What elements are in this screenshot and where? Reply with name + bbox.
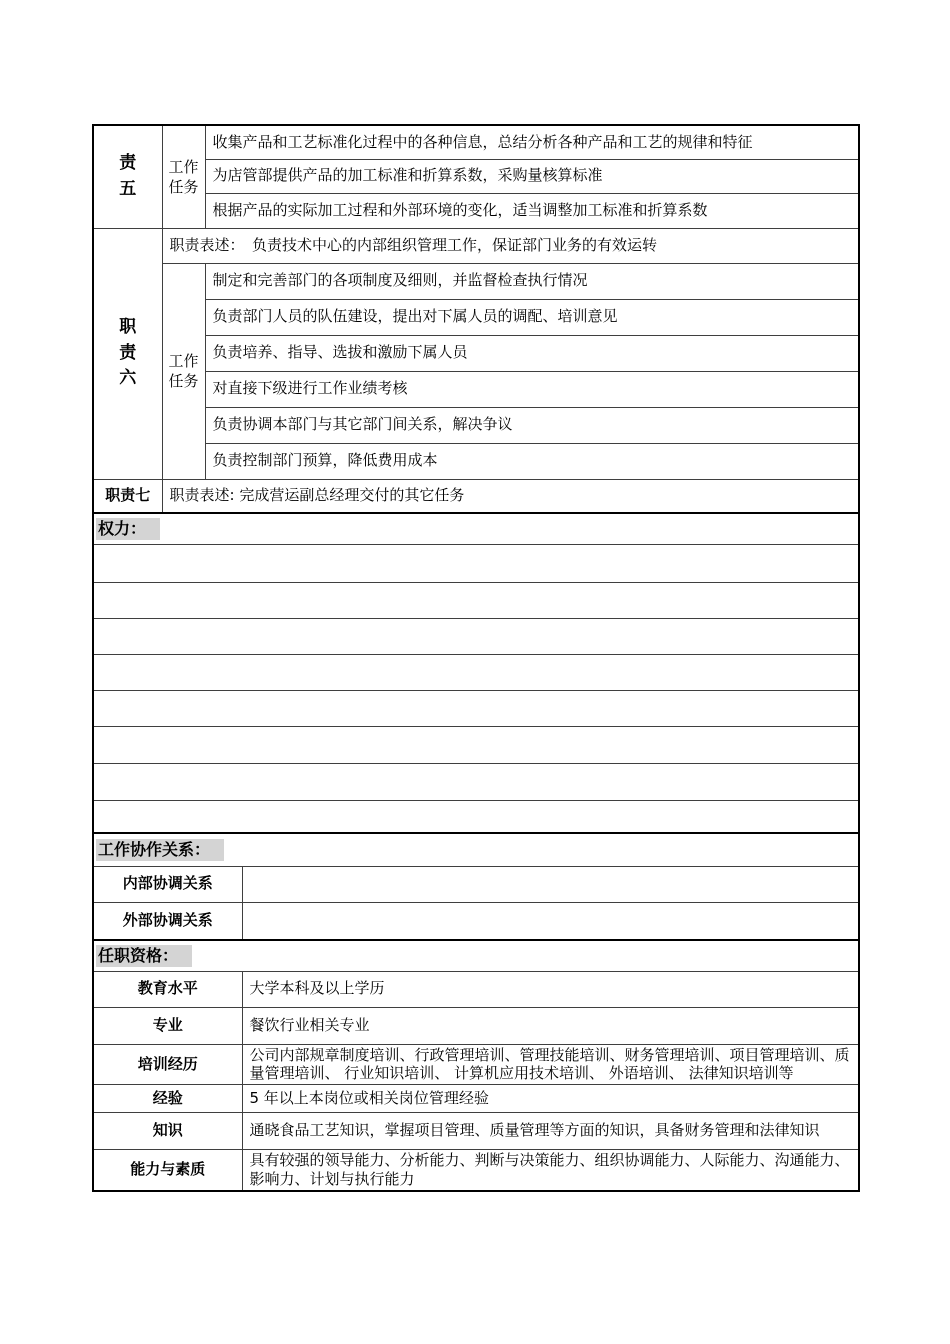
power-empty-cell: [93, 544, 859, 582]
qualification-header-row: [93, 940, 859, 971]
ability-label: 能力与素质: [93, 1150, 242, 1191]
duty6-task-row: [93, 335, 859, 371]
duty6-label-cell: [93, 228, 162, 479]
power-empty-row: [93, 800, 859, 833]
education-value: 大学本科及以上学历: [242, 971, 859, 1007]
duty5-label: 责五: [119, 153, 137, 199]
power-empty-row: [93, 618, 859, 654]
duty6-desc-row: [93, 228, 859, 263]
power-empty-cell: [93, 618, 859, 654]
power-empty-cell: [93, 582, 859, 618]
duty7-description: 职责表述: 完成营运副总经理交付的其它任务: [162, 479, 859, 513]
duty6-task: 负责协调本部门与其它部门间关系，解决争议: [205, 407, 859, 443]
qualification-row: [93, 1113, 859, 1150]
duty6-taskgroup-label: 工作任务: [168, 351, 199, 390]
power-empty-cell: [93, 800, 859, 833]
duty6-label: 职责六: [119, 317, 137, 389]
duty6-task: 对直接下级进行工作业绩考核: [205, 371, 859, 407]
power-empty-cell: [93, 763, 859, 800]
duty6-task: 负责部门人员的队伍建设，提出对下属人员的调配、培训意见: [205, 299, 859, 335]
cooperation-row: [93, 902, 859, 940]
major-value: 餐饮行业相关专业: [242, 1007, 859, 1044]
duty5-taskgroup-label: 工作任务: [168, 157, 199, 196]
external-coordination-label: 外部协调关系: [93, 902, 242, 940]
ability-value: 具有较强的领导能力、分析能力、判断与决策能力、组织协调能力、人际能力、沟通能力、影响力、计划与执行能力: [242, 1150, 859, 1191]
cooperation-row: [93, 866, 859, 902]
duty5-task: 收集产品和工艺标准化过程中的各种信息，总结分析各种产品和工艺的规律和特征: [205, 125, 859, 159]
external-coordination-value: [242, 902, 859, 940]
internal-coordination-label: 内部协调关系: [93, 866, 242, 902]
power-header-row: [93, 513, 859, 544]
power-header: 权力：: [96, 518, 160, 540]
duty7-row: [93, 479, 859, 513]
power-empty-row: [93, 654, 859, 690]
duty5-task: 为店管部提供产品的加工标准和折算系数，采购量核算标准: [205, 159, 859, 193]
training-label: 培训经历: [93, 1044, 242, 1085]
internal-coordination-value: [242, 866, 859, 902]
qualification-row: [93, 1085, 859, 1113]
qualification-header-cell: [93, 940, 859, 971]
knowledge-value: 通晓食品工艺知识，掌握项目管理、质量管理等方面的知识，具备财务管理和法律知识: [242, 1113, 859, 1150]
power-empty-row: [93, 726, 859, 763]
duty5-taskgroup-cell: [162, 125, 205, 228]
qualification-row: [93, 1007, 859, 1044]
duty6-task-row: [93, 263, 859, 299]
major-label: 专业: [93, 1007, 242, 1044]
duty6-task-row: [93, 299, 859, 335]
duty6-task-row: [93, 443, 859, 479]
duty5-label-cell: [93, 125, 162, 228]
duty6-description: 职责表述： 负责技术中心的内部组织管理工作，保证部门业务的有效运转: [162, 228, 859, 263]
cooperation-header-cell: [93, 833, 859, 866]
qualification-row: [93, 1150, 859, 1191]
duty6-taskgroup-cell: [162, 263, 205, 479]
power-empty-row: [93, 582, 859, 618]
cooperation-header-row: [93, 833, 859, 866]
power-empty-row: [93, 690, 859, 726]
power-empty-row: [93, 763, 859, 800]
qualification-header: 任职资格：: [96, 945, 192, 967]
qualification-row: [93, 1044, 859, 1085]
cooperation-header: 工作协作关系：: [96, 839, 224, 861]
duty6-task-row: [93, 371, 859, 407]
job-description-table: [92, 124, 860, 1192]
power-header-cell: [93, 513, 859, 544]
experience-value: 5 年以上本岗位或相关岗位管理经验: [242, 1085, 859, 1113]
duty5-row-1: [93, 125, 859, 159]
duty5-row-2: [93, 159, 859, 193]
training-value: 公司内部规章制度培训、行政管理培训、管理技能培训、财务管理培训、项目管理培训、质量管理培训、 行业知识培训、 计算机应用技术培训、 外语培训、 法律知识培训等: [242, 1044, 859, 1085]
duty6-task-row: [93, 407, 859, 443]
power-empty-cell: [93, 690, 859, 726]
qualification-row: [93, 971, 859, 1007]
duty6-task: 负责控制部门预算，降低费用成本: [205, 443, 859, 479]
duty5-task: 根据产品的实际加工过程和外部环境的变化，适当调整加工标准和折算系数: [205, 193, 859, 228]
duty6-task: 制定和完善部门的各项制度及细则，并监督检查执行情况: [205, 263, 859, 299]
power-empty-cell: [93, 726, 859, 763]
knowledge-label: 知识: [93, 1113, 242, 1150]
experience-label: 经验: [93, 1085, 242, 1113]
power-empty-row: [93, 544, 859, 582]
duty6-task: 负责培养、指导、选拔和激励下属人员: [205, 335, 859, 371]
duty5-row-3: [93, 193, 859, 228]
power-empty-cell: [93, 654, 859, 690]
duty7-label: 职责七: [93, 479, 162, 513]
education-label: 教育水平: [93, 971, 242, 1007]
